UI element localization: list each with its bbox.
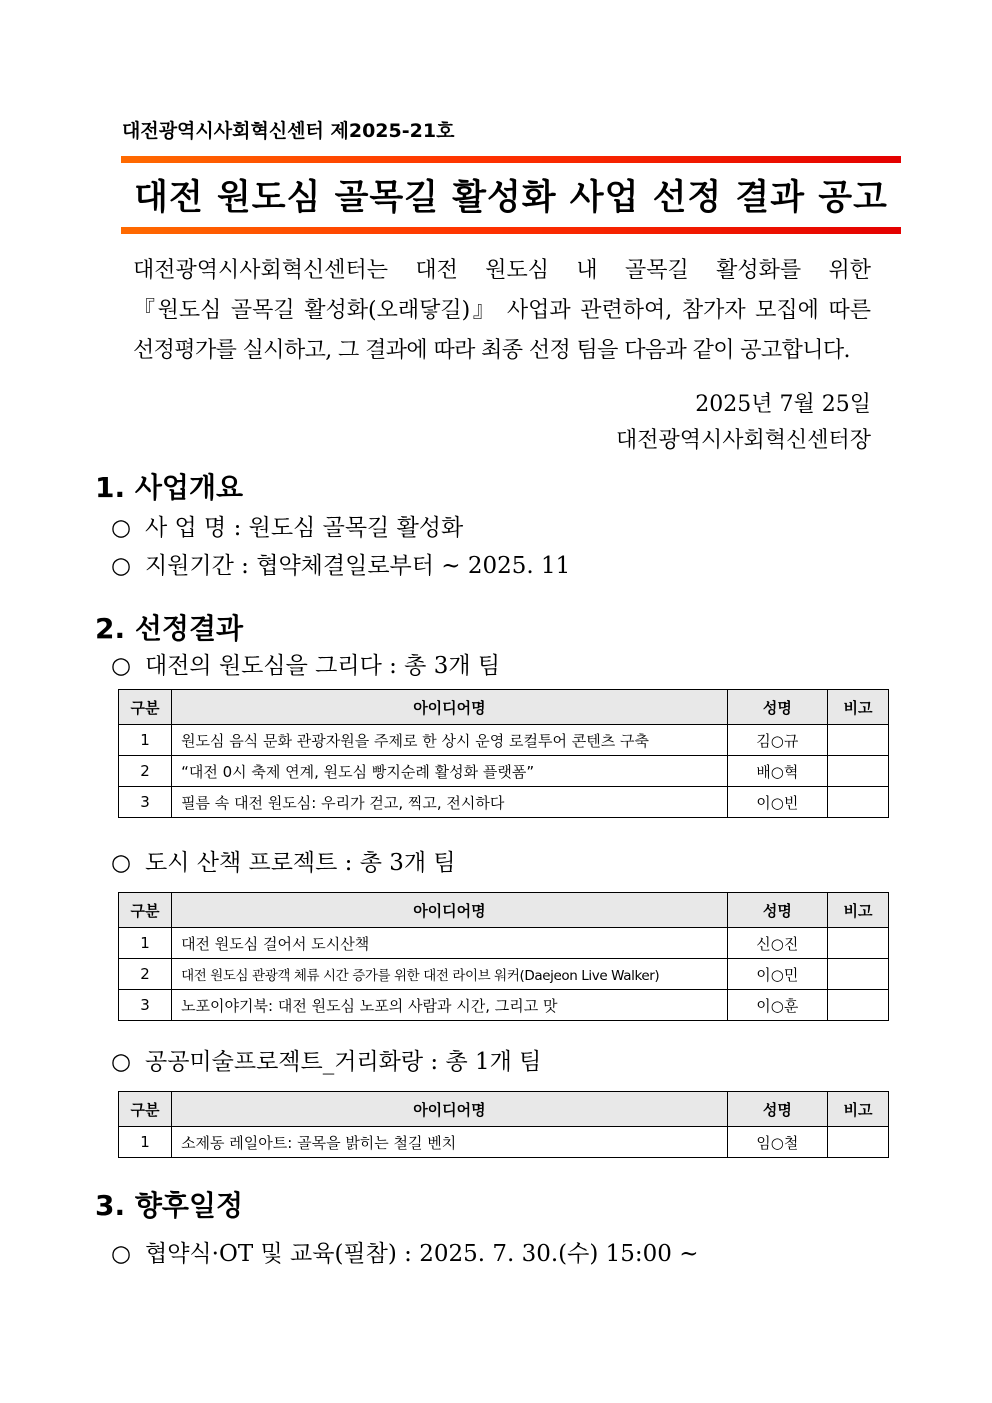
header-no: 구분 xyxy=(119,1092,172,1127)
header-idea: 아이디어명 xyxy=(172,893,728,928)
cell-name: 이○빈 xyxy=(727,787,827,818)
cell-name: 임○철 xyxy=(727,1127,827,1158)
document-number: 대전광역시사회혁신센터 제2025-21호 xyxy=(122,120,455,142)
cell-idea: 필름 속 대전 원도심: 우리가 걷고, 찍고, 전시하다 xyxy=(172,787,728,818)
cell-no: 1 xyxy=(119,725,172,756)
header-name: 성명 xyxy=(727,1092,827,1127)
intro-line-2: 『원도심 골목길 활성화(오래닿길)』 사업과 관련하여, 참가자 모집에 따른 xyxy=(133,298,871,323)
table-row xyxy=(119,787,889,818)
cell-name: 신○진 xyxy=(727,928,827,959)
overview-item-text: 지원기간 : 협약체결일로부터 ~ 2025. 11 xyxy=(145,553,571,579)
bullet-marker: ○ xyxy=(111,515,132,541)
header-idea: 아이디어명 xyxy=(172,1092,728,1127)
bullet-marker: ○ xyxy=(111,1241,132,1267)
cell-no: 1 xyxy=(119,928,172,959)
cell-no: 3 xyxy=(119,787,172,818)
cell-no: 2 xyxy=(119,959,172,990)
issuer-name: 대전광역시사회혁신센터장 xyxy=(615,428,871,453)
group-title-text: 도시 산책 프로젝트 : 총 3개 팀 xyxy=(145,850,456,876)
table-header-row xyxy=(119,893,889,928)
schedule-item-text: 협약식·OT 및 교육(필참) : 2025. 7. 30.(수) 15:00 ~ xyxy=(145,1241,699,1267)
cell-name: 이○민 xyxy=(727,959,827,990)
section-heading-overview: 1. 사업개요 xyxy=(95,471,244,504)
results-table-1 xyxy=(118,689,889,818)
table-header-row xyxy=(119,1092,889,1127)
cell-note xyxy=(827,959,888,990)
schedule-item xyxy=(111,1235,699,1268)
cell-idea: 원도심 음식 문화 관광자원을 주제로 한 상시 운영 로컬투어 콘텐츠 구축 xyxy=(172,725,728,756)
cell-idea: 대전 원도심 관광객 체류 시간 증가를 위한 대전 라이브 워커(Daejeon Live Walker) xyxy=(172,959,728,990)
cell-idea: “대전 0시 축제 연계, 원도심 빵지순례 활성화 플랫폼” xyxy=(172,756,728,787)
table-row xyxy=(119,725,889,756)
table-row xyxy=(119,990,889,1021)
results-table-2 xyxy=(118,892,889,1021)
table-row xyxy=(119,959,889,990)
overview-item-name xyxy=(111,509,463,542)
header-no: 구분 xyxy=(119,690,172,725)
group-title-text: 대전의 원도심을 그리다 : 총 3개 팀 xyxy=(145,653,501,679)
header-name: 성명 xyxy=(727,690,827,725)
bullet-marker: ○ xyxy=(111,850,132,876)
announcement-date: 2025년 7월 25일 xyxy=(695,392,871,417)
cell-idea: 대전 원도심 걸어서 도시산책 xyxy=(172,928,728,959)
cell-idea: 노포이야기북: 대전 원도심 노포의 사람과 시간, 그리고 맛 xyxy=(172,990,728,1021)
group-title-2 xyxy=(111,844,456,877)
header-idea: 아이디어명 xyxy=(172,690,728,725)
header-note: 비고 xyxy=(827,893,888,928)
cell-no: 1 xyxy=(119,1127,172,1158)
cell-note xyxy=(827,1127,888,1158)
results-table-3 xyxy=(118,1091,889,1158)
group-title-1 xyxy=(111,647,500,680)
intro-line-3: 선정평가를 실시하고, 그 결과에 따라 최종 선정 팀을 다음과 같이 공고합니다. xyxy=(133,338,850,363)
cell-no: 3 xyxy=(119,990,172,1021)
cell-name: 김○규 xyxy=(727,725,827,756)
intro-line-1: 대전광역시사회혁신센터는 대전 원도심 내 골목길 활성화를 위한 xyxy=(133,258,871,283)
cell-no: 2 xyxy=(119,756,172,787)
cell-note xyxy=(827,756,888,787)
page-title: 대전 원도심 골목길 활성화 사업 선정 결과 공고 xyxy=(134,178,888,218)
cell-name: 배○혁 xyxy=(727,756,827,787)
cell-note xyxy=(827,990,888,1021)
group-title-3 xyxy=(111,1043,541,1076)
bullet-marker: ○ xyxy=(111,1049,132,1075)
header-note: 비고 xyxy=(827,690,888,725)
title-top-rule xyxy=(121,156,901,163)
bullet-marker: ○ xyxy=(111,653,132,679)
group-title-text: 공공미술프로젝트_거리화랑 : 총 1개 팀 xyxy=(145,1049,542,1075)
section-heading-results: 2. 선정결과 xyxy=(95,612,244,645)
table-row xyxy=(119,1127,889,1158)
table-row xyxy=(119,756,889,787)
cell-note xyxy=(827,725,888,756)
header-name: 성명 xyxy=(727,893,827,928)
overview-item-period xyxy=(111,547,570,580)
cell-note xyxy=(827,928,888,959)
title-bottom-rule xyxy=(121,227,901,234)
table-header-row xyxy=(119,690,889,725)
cell-idea: 소제동 레일아트: 골목을 밝히는 철길 벤치 xyxy=(172,1127,728,1158)
header-no: 구분 xyxy=(119,893,172,928)
cell-note xyxy=(827,787,888,818)
table-row xyxy=(119,928,889,959)
bullet-marker: ○ xyxy=(111,553,132,579)
overview-item-text: 사 업 명 : 원도심 골목길 활성화 xyxy=(145,515,464,541)
section-heading-schedule: 3. 향후일정 xyxy=(95,1189,244,1222)
header-note: 비고 xyxy=(827,1092,888,1127)
cell-name: 이○훈 xyxy=(727,990,827,1021)
